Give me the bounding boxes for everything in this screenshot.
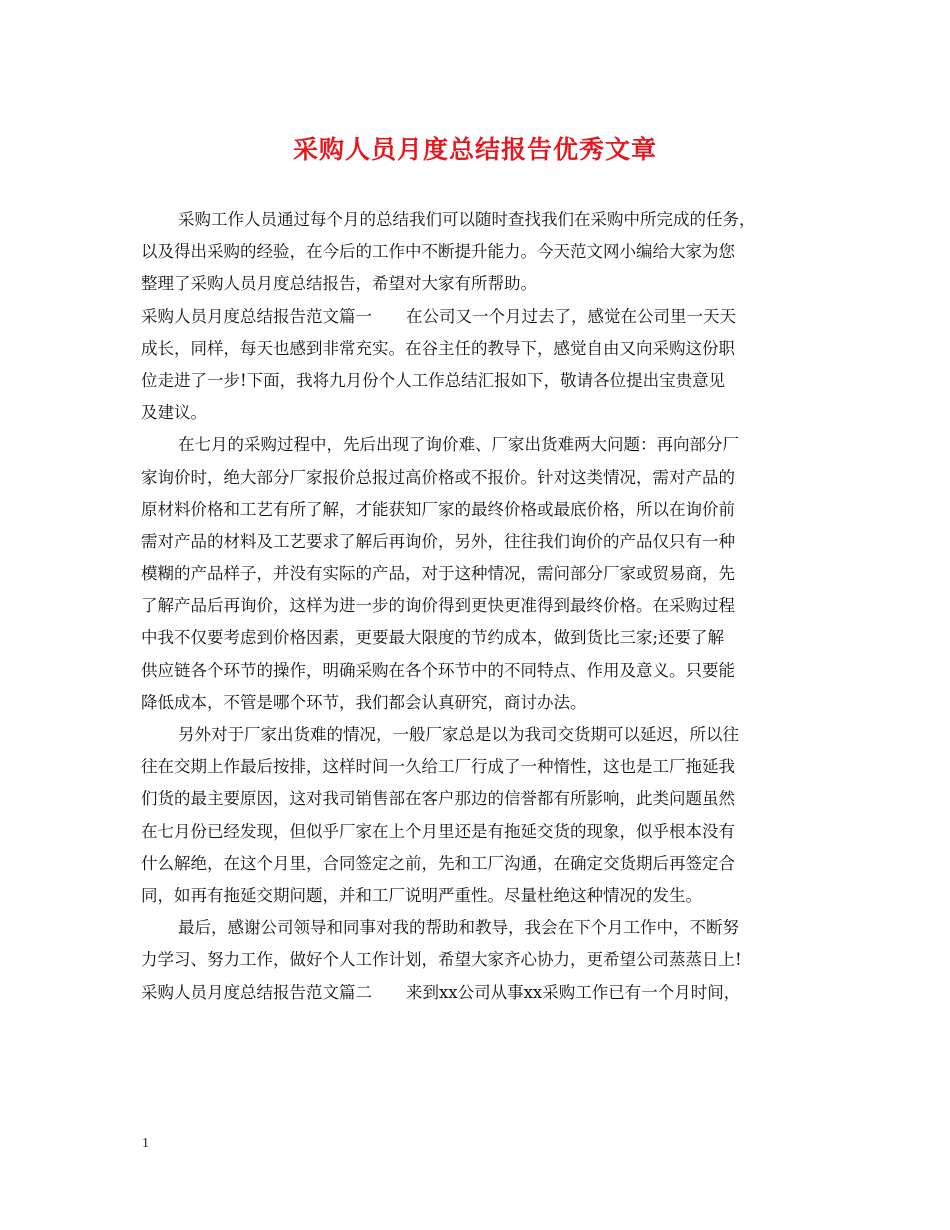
paragraph-line: 来到xx公司从事xx采购工作已有一个月时间，: [406, 982, 741, 1002]
section-heading-1: 采购人员月度总结报告范文篇一: [141, 306, 372, 326]
paragraph-line: 在公司又一个月过去了，感觉在公司里一天天: [406, 306, 736, 326]
paragraph-line: 在七月份已经发现，但似乎厂家在上个月里还是有拖延交货的现象，似乎根本没有: [141, 821, 735, 841]
document-body: [141, 204, 831, 1009]
paragraph-line: 在七月的采购过程中，先后出现了询价难、厂家出货难两大问题：再向部分厂: [178, 435, 739, 455]
section-heading-2: 采购人员月度总结报告范文篇二: [141, 982, 372, 1002]
paragraph-line: 中我不仅要考虑到价格因素，更要最大限度的节约成本，做到货比三家;还要了解: [141, 628, 725, 648]
paragraph-line: 最后，感谢公司领导和同事对我的帮助和教导，我会在下个月工作中，不断努: [178, 918, 739, 938]
paragraph-line: 们货的最主要原因，这对我司销售部在客户那边的信誉都有所影响，此类问题虽然: [141, 789, 735, 809]
paragraph-line: 同，如再有拖延交期问题，并和工厂说明严重性。尽量杜绝这种情况的发生。: [141, 885, 702, 905]
paragraph-line: 原材料价格和工艺有所了解，才能获知厂家的最终价格或最底价格，所以在询价前: [141, 499, 735, 519]
paragraph-line: 力学习、努力工作，做好个人工作计划，希望大家齐心协力，更希望公司蒸蒸日上!: [141, 950, 742, 970]
page-number: 1: [142, 1136, 149, 1151]
paragraph-line: 需对产品的材料及工艺要求了解后再询价，另外，往往我们询价的产品仅只有一种: [141, 531, 735, 551]
paragraph-line: 及建议。: [141, 403, 207, 423]
paragraph-line: 往在交期上作最后按排，这样时间一久给工厂行成了一种惰性，这也是工厂拖延我: [141, 757, 735, 777]
paragraph-line: 供应链各个环节的操作，明确采购在各个环节中的不同特点、作用及意义。只要能: [141, 660, 735, 680]
paragraph-line: 采购工作人员通过每个月的总结我们可以随时查找我们在采购中所完成的任务，: [178, 210, 756, 229]
section-heading-line: [141, 301, 831, 333]
document-title: 采购人员月度总结报告优秀文章: [292, 135, 657, 164]
paragraph-line: 什么解绝，在这个月里，合同签定之前，先和工厂沟通，在确定交货期后再签定合: [141, 853, 735, 873]
paragraph-line: 家询价时，绝大部分厂家报价总报过高价格或不报价。针对这类情况，需对产品的: [141, 467, 735, 487]
paragraph-line: 成长，同样，每天也感到非常充实。在谷主任的教导下，感觉自由又向采购这份职: [141, 338, 735, 358]
paragraph-line: 以及得出采购的经验，在今后的工作中不断提升能力。今天范文网小编给大家为您: [141, 242, 735, 262]
paragraph-line: 了解产品后再询价，这样为进一步的询价得到更快更准得到最终价格。在采购过程: [141, 596, 735, 616]
paragraph-line: 另外对于厂家出货难的情况，一般厂家总是以为我司交货期可以延迟，所以往: [178, 725, 739, 744]
paragraph-line: 模糊的产品样子，并没有实际的产品，对于这种情况，需问部分厂家或贸易商，先: [141, 564, 735, 584]
paragraph-line: 降低成本，不管是哪个环节，我们都会认真研究，商讨办法。: [141, 692, 587, 712]
section-heading-line: [141, 977, 831, 1009]
paragraph-line: 整理了采购人员月度总结报告，希望对大家有所帮助。: [141, 274, 537, 294]
paragraph-line: 位走进了一步!下面，我将九月份个人工作总结汇报如下，敬请各位提出宝贵意见: [141, 370, 726, 390]
